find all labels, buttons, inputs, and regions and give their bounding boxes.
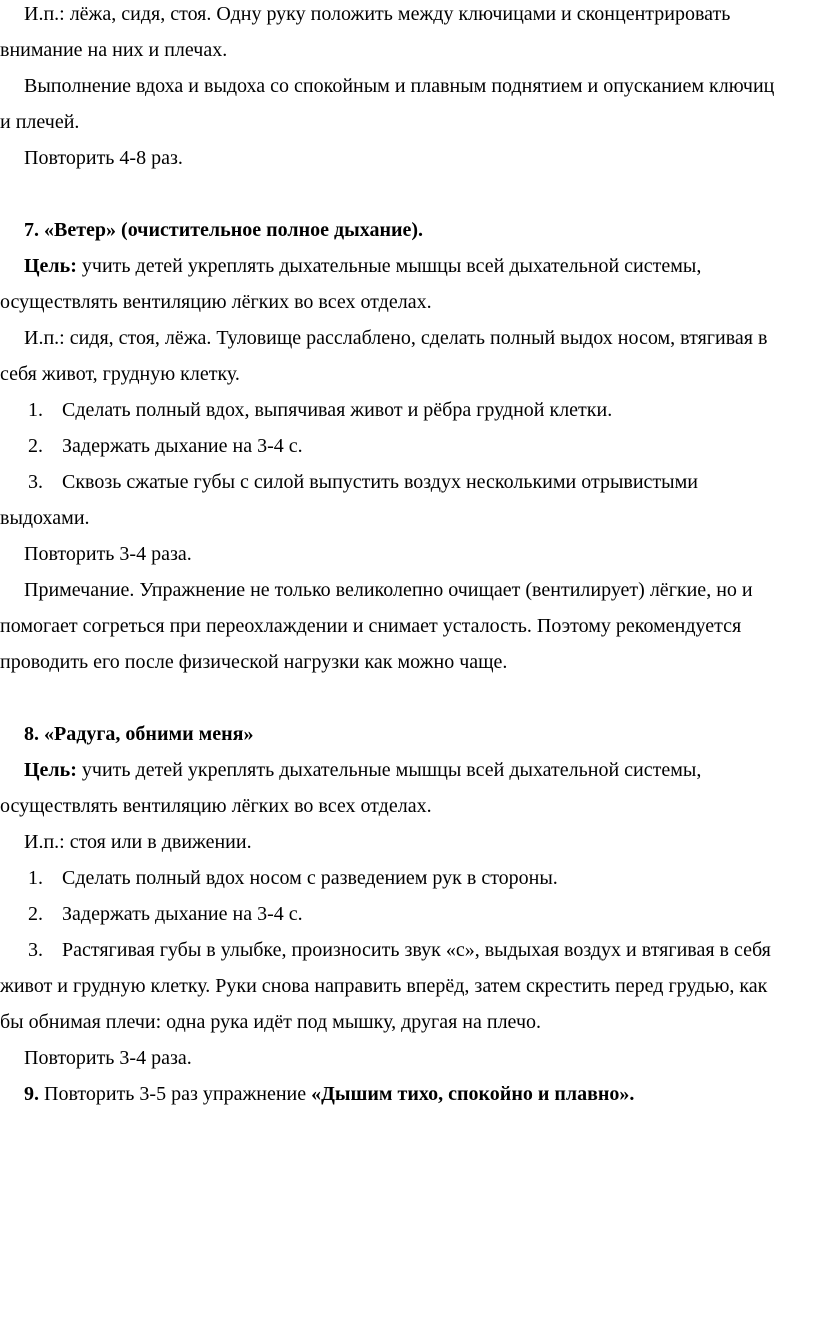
exercise-7-title: 7. «Ветер» (очистительное полное дыхание). [24,219,424,241]
list-item: Сквозь сжатые губы с силой выпустить воздух несколькими отрывистыми [62,471,698,493]
exercise-8-goal: Цель: учить детей укреплять дыхательные мышцы всей дыхательной системы, [24,759,702,781]
goal-label: Цель: [24,759,77,781]
exercise-8-repeat: Повторить 3-4 раза. [24,1047,192,1069]
list-number: 3. [28,471,43,493]
exercise-7-ip-cont: себя живот, грудную клетку. [0,363,240,385]
exercise-7-goal: Цель: учить детей укреплять дыхательные мышцы всей дыхательной системы, [24,255,702,277]
list-number: 1. [28,867,43,889]
exercise-7-note-cont: проводить его после физической нагрузки как можно чаще. [0,651,508,673]
exercise-7-goal-cont: осуществлять вентиляцию лёгких во всех отделах. [0,291,432,313]
exercise-8-goal-cont: осуществлять вентиляцию лёгких во всех отделах. [0,795,432,817]
list-item: Сделать полный вдох, выпячивая живот и рёбра грудной клетки. [62,399,613,421]
list-item-cont: живот и грудную клетку. Руки снова направить вперёд, затем скрестить перед грудью, как [0,975,768,997]
list-item: Задержать дыхание на 3-4 с. [62,903,303,925]
goal-label: Цель: [24,255,77,277]
list-number: 2. [28,435,43,457]
intro-line-1: И.п.: лёжа, сидя, стоя. Одну руку положить между ключицами и сконцентрировать [24,3,731,25]
exercise-9: 9. Повторить 3-5 раз упражнение «Дышим тихо, спокойно и плавно». [24,1083,635,1105]
list-item: Сделать полный вдох носом с разведением рук в стороны. [62,867,558,889]
list-number: 1. [28,399,43,421]
exercise-7-repeat: Повторить 3-4 раза. [24,543,192,565]
exercise-7-ip: И.п.: сидя, стоя, лёжа. Туловище расслаблено, сделать полный выдох носом, втягивая в [24,327,768,349]
list-item-cont: выдохами. [0,507,90,529]
exercise-8-title: 8. «Радуга, обними меня» [24,723,254,745]
intro-line-4: и плечей. [0,111,80,133]
list-number: 2. [28,903,43,925]
intro-repeat: Повторить 4-8 раз. [24,147,183,169]
exercise-8-ip: И.п.: стоя или в движении. [24,831,252,853]
list-number: 3. [28,939,43,961]
list-item: Задержать дыхание на 3-4 с. [62,435,303,457]
intro-line-3: Выполнение вдоха и выдоха со спокойным и плавным поднятием и опусканием ключиц [24,75,775,97]
list-item: Растягивая губы в улыбке, произносить звук «с», выдыхая воздух и втягивая в себя [62,939,771,961]
exercise-7-note: Примечание. Упражнение не только великолепно очищает (вентилирует) лёгкие, но и [24,579,753,601]
intro-line-2: внимание на них и плечах. [0,39,228,61]
exercise-7-note-cont: помогает согреться при переохлаждении и снимает усталость. Поэтому рекомендуется [0,615,742,637]
list-item-cont: бы обнимая плечи: одна рука идёт под мышку, другая на плечо. [0,1011,541,1033]
